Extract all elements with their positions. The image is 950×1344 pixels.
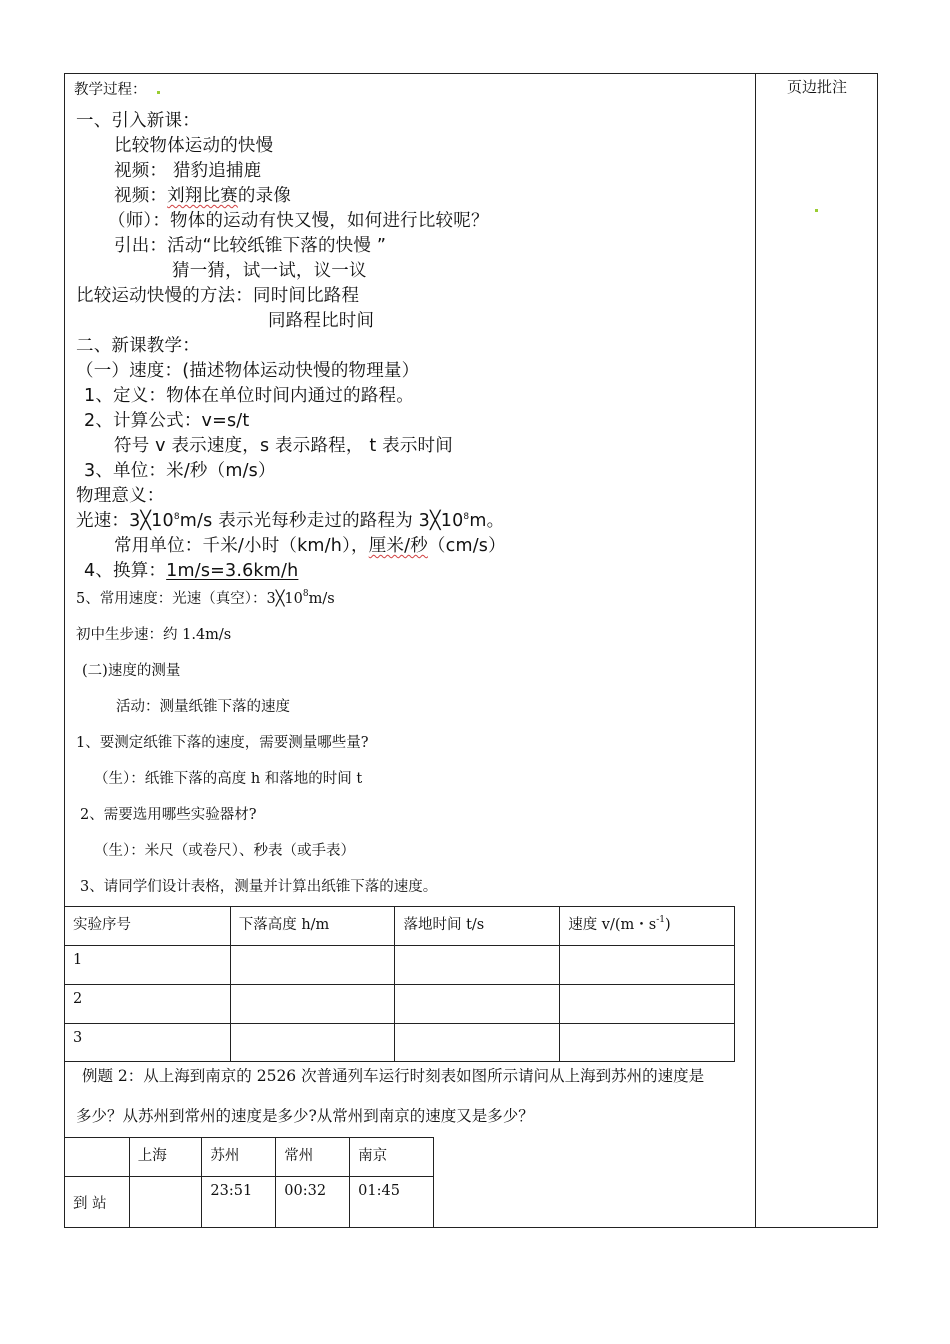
speed-unit: 3、单位：米/秒（m/s） <box>84 461 276 481</box>
unit-conversion: 4、换算：1m/s=3.6km/h <box>84 561 299 581</box>
walking-speed: 初中生步速：约 1.4m/s <box>76 627 232 643</box>
table-cell <box>230 985 395 1024</box>
marker-dot <box>157 91 160 94</box>
light-speed-meaning: 光速：$3╳10^8m/s$ 表示光每秒走过的路程为 $3╳10^8m$。 <box>76 511 505 531</box>
table-cell <box>560 985 735 1024</box>
table-cell <box>230 946 395 985</box>
timetable-row <box>65 1177 434 1228</box>
table-cell <box>230 1024 395 1062</box>
speed-formula: 2、计算公式：v=s/t <box>84 411 250 431</box>
intro-line: 比较物体运动的快慢 <box>114 136 274 156</box>
table-header-cell: 速度 v/(m・$s^{-1}$) <box>560 907 735 946</box>
timetable-cell: 23:51 <box>202 1177 276 1228</box>
intro-line: 引出：活动“比较纸锥下落的快慢 ” <box>114 236 387 256</box>
timetable-header-cell: 南京 <box>350 1138 434 1177</box>
table-cell: 1 <box>65 946 231 985</box>
table-header-cell: 实验序号 <box>65 907 231 946</box>
timetable-header-cell <box>65 1138 130 1177</box>
table-cell <box>560 946 735 985</box>
activity-line: 活动：测量纸锥下落的速度 <box>116 699 290 715</box>
physical-meaning: 物理意义： <box>76 486 165 506</box>
intro-line: 视频：刘翔比赛的录像 <box>114 186 292 206</box>
experiment-table <box>64 906 735 1062</box>
train-timetable <box>64 1137 434 1228</box>
table-cell: 3 <box>65 1024 231 1062</box>
timetable-cell: 到 站 <box>65 1177 130 1228</box>
table-row <box>65 946 735 985</box>
answer-line: （生）：米尺（或卷尺）、秒表（或手表） <box>94 843 355 859</box>
question-line: 3、请同学们设计表格，测量并计算出纸锥下落的速度。 <box>80 879 438 895</box>
intro-line: 视频： 猎豹追捕鹿 <box>114 161 262 181</box>
speed-heading: （一）速度：(描述物体运动快慢的物理量） <box>76 361 420 381</box>
timetable-header-row <box>65 1138 434 1177</box>
timetable-header-cell: 常州 <box>276 1138 350 1177</box>
marker-dot <box>815 209 818 212</box>
table-header-cell: 下落高度 h/m <box>230 907 395 946</box>
common-speeds: 5、常用速度：光速（真空）：$3╳10^8m/s$ <box>76 589 335 607</box>
timetable-header-cell: 苏州 <box>202 1138 276 1177</box>
intro-line: 猜一猜，试一试，议一议 <box>172 261 367 281</box>
timetable-header-cell: 上海 <box>129 1138 202 1177</box>
margin-notes-label: 页边批注 <box>786 78 847 96</box>
speed-definition: 1、定义：物体在单位时间内通过的路程。 <box>84 386 414 406</box>
timetable-cell: 00:32 <box>276 1177 350 1228</box>
table-cell: 2 <box>65 985 231 1024</box>
intro-line: （师）：物体的运动有快又慢，如何进行比较呢？ <box>108 211 489 231</box>
timetable-cell: 01:45 <box>350 1177 434 1228</box>
table-row <box>65 985 735 1024</box>
common-units: 常用单位：千米/小时（km/h），厘米/秒（cm/s） <box>114 536 506 556</box>
section-two-heading: 二、新课教学： <box>76 336 200 356</box>
example-question: 多少？从苏州到常州的速度是多少?从常州到南京的速度又是多少？ <box>76 1107 534 1125</box>
question-line: 1、要测定纸锥下落的速度，需要测量哪些量? <box>76 735 369 751</box>
table-cell <box>395 1024 560 1062</box>
symbol-explanation: 符号 v 表示速度，s 表示路程， t 表示时间 <box>114 436 453 456</box>
table-header-row <box>65 907 735 946</box>
table-cell <box>395 985 560 1024</box>
method-line: 同路程比时间 <box>268 311 375 331</box>
answer-line: （生）：纸锥下落的高度 h 和落地的时间 t <box>94 771 363 787</box>
example-question: 例题 2：从上海到南京的 2526 次普通列车运行时刻表如图所示请问从上海到苏州的速度是 <box>82 1067 705 1085</box>
margin-divider <box>755 73 756 1228</box>
method-line: 比较运动快慢的方法：同时间比路程 <box>76 286 360 306</box>
teaching-process-label: 教学过程： <box>74 82 147 98</box>
measurement-heading: (二)速度的测量 <box>82 663 181 679</box>
section-one-heading: 一、引入新课： <box>76 111 200 131</box>
timetable-cell <box>129 1177 202 1228</box>
table-header-cell: 落地时间 t/s <box>395 907 560 946</box>
table-row <box>65 1024 735 1062</box>
table-cell <box>395 946 560 985</box>
question-line: 2、需要选用哪些实验器材? <box>80 807 257 823</box>
table-cell <box>560 1024 735 1062</box>
